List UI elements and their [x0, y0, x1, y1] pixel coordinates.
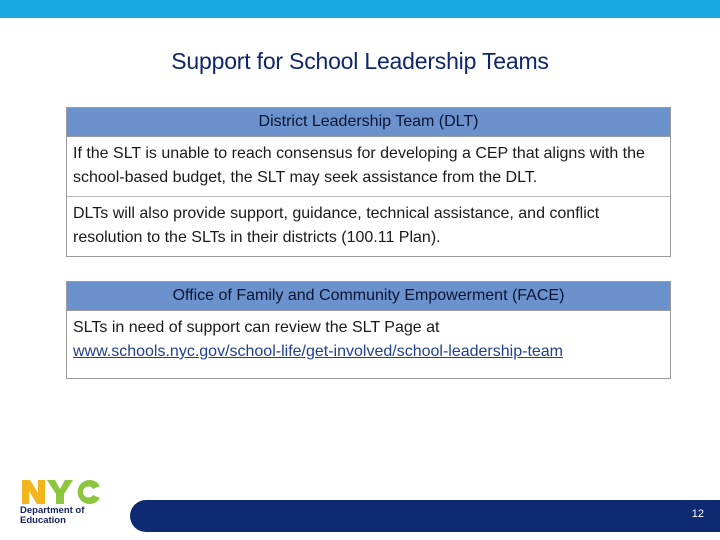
footer-bar [130, 500, 720, 532]
slt-page-link[interactable]: www.schools.nyc.gov/school-life/get-involved/school-leadership-team [73, 343, 564, 360]
dlt-paragraph-support: DLTs will also provide support, guidance, technical assistance, and conflict resolution to the SLTs in their districts (100.11 Plan). [73, 205, 600, 246]
nyc-doe-logo [20, 476, 110, 532]
top-accent-bar [0, 0, 720, 18]
slide-title: Support for School Leadership Teams [171, 48, 549, 74]
face-panel [66, 281, 671, 379]
logo-text-line1: Department of [20, 505, 85, 516]
dlt-paragraph-consensus: If the SLT is unable to reach consensus for developing a CEP that aligns with the school-based budget, the SLT may seek assistance from the DLT. [73, 145, 645, 186]
dlt-panel-header: District Leadership Team (DLT) [67, 108, 670, 137]
face-text: SLTs in need of support can review the SLT Page at [73, 319, 440, 336]
logo-text-line2: Education [20, 515, 66, 526]
page-number: 12 [691, 508, 704, 520]
face-body [67, 311, 670, 378]
face-panel-header: Office of Family and Community Empowerment (FACE) [67, 282, 670, 311]
dlt-panel [66, 107, 671, 257]
nyc-logo-mark [20, 476, 102, 506]
